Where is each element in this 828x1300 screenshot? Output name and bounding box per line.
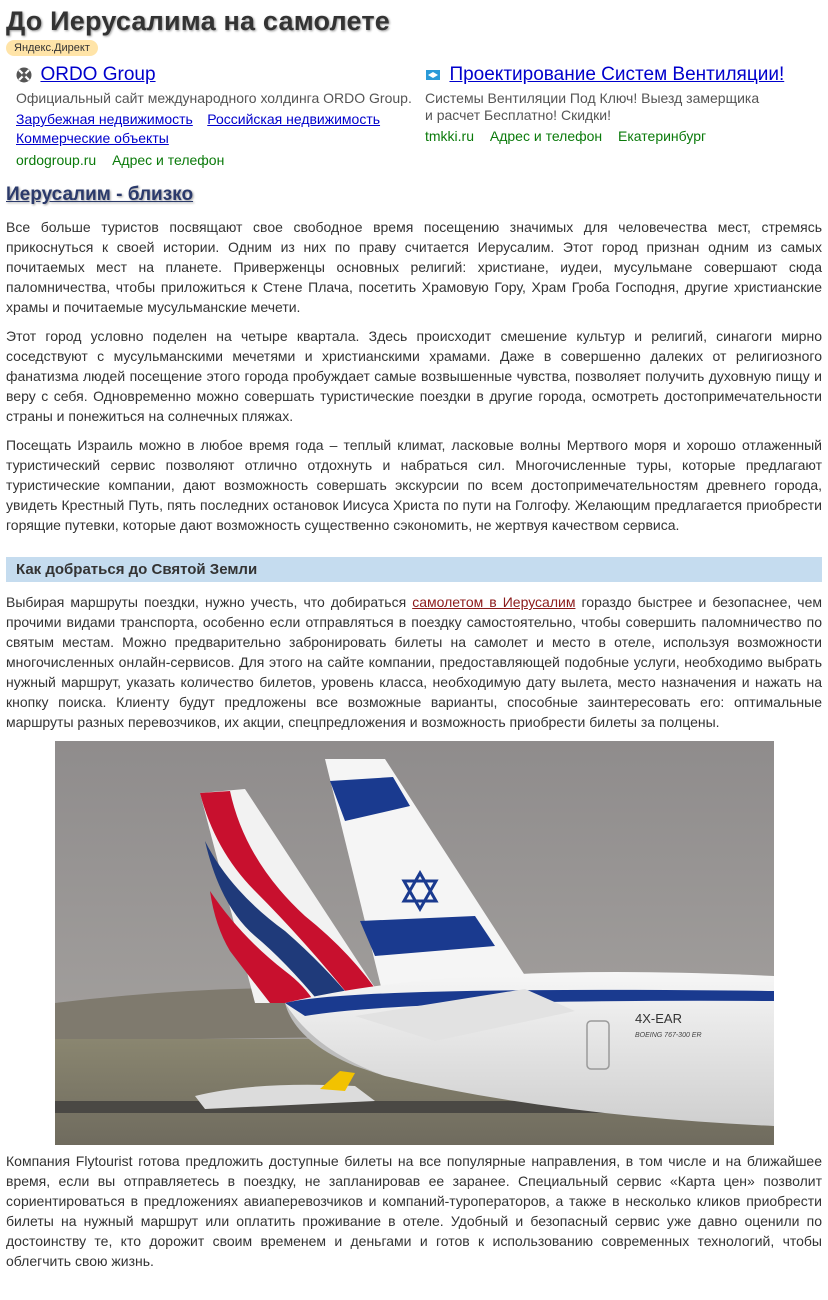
airplane-tails-photo — [55, 741, 774, 1145]
article-heading[interactable]: Иерусалим - близко — [6, 184, 194, 205]
section-paragraph — [6, 592, 822, 732]
final-paragraph: Компания Flytourist готова предложить доступные билеты на все популярные направления, в том числе и на ближайшее время, если вы отправляетесь в поездку, не запланировав ее заранее. Специальный сервис «Карта цен» позволит сориентироваться в предложениях авиаперевозчиков и компаний-туроператоров, а также в несколько кликов приобрести билеты на нужный маршрут или оплатить проживание в отеле. Удобный и безопасный сервис уже давно оценили по достоинству те, кто дорожит своим временем и деньгами и готов к использованию современных технологий, чтобы облегчить свою жизнь. — [6, 1153, 822, 1269]
ad-text-line1: Системы Вентиляции Под Ключ! Выезд замерщика — [425, 90, 760, 106]
ad-title-ordo[interactable]: ORDO Group — [40, 64, 156, 85]
ad-text-ordo: Официальный сайт международного холдинга ORDO Group. — [16, 90, 412, 106]
ad-title-ventilation[interactable]: Проектирование Систем Вентиляции! — [449, 64, 785, 85]
yandex-direct-label[interactable]: Яндекс.Директ — [6, 40, 98, 56]
page-title: До Иерусалима на самолете — [6, 6, 391, 36]
ad-text-line2: и расчет Бесплатно! Скидки! — [425, 107, 612, 123]
ad-contact-ordo[interactable]: Адрес и телефон — [112, 152, 225, 168]
ads-block — [6, 64, 822, 169]
article-paragraph-3: Посещать Израиль можно в любое время года – теплый климат, ласковые волны Мертвого моря и хорошо отлаженный туристический сервис позволяют отлично отдохнуть и набраться сил. Многочисленные туры, которые предлагают туристические компании, дают возможность совершать экскурсии по всем достопримечательностям древнего города, увидеть Крестный Путь, пять последних остановок Иисуса Христа по пути на Голгофу. Желающим предлагается приобрести горящие путевки, которые дают возможность существенно сэкономить, не жертвуя качеством сервиса. — [6, 437, 822, 533]
ad-domain-tmkki[interactable]: tmkki.ru — [425, 128, 474, 144]
ordo-logo-icon — [16, 67, 32, 83]
article-paragraph-2: Этот город условно поделен на четыре квартала. Здесь происходит смешение культур и религий, синагоги мирно соседствуют с мусульманскими мечетями и христианскими храмами. Даже в совершенно далеких от религиозного фанатизма людей посещение этого города пробуждает самые возвышенные чувства, позволяет получить духовную пищу и веру с себя. Одновременно можно совершать туристические поездки в другие города, осмотреть достопримечательности страны и понежиться на солнечных пляжах. — [6, 328, 822, 424]
ad-meta-ventilation — [425, 127, 822, 145]
ad-links-ordo — [16, 110, 413, 148]
tmkki-logo-icon — [425, 67, 441, 83]
section-title: Как добраться до Святой Земли — [6, 557, 822, 582]
ad-link-commercial[interactable]: Коммерческие объекты — [16, 130, 169, 146]
section-text-before: Выбирая маршруты поездки, нужно учесть, что добираться — [6, 594, 413, 610]
ad-ordo — [6, 64, 413, 169]
ad-meta-ordo — [16, 151, 413, 169]
ad-contact-tmkki[interactable]: Адрес и телефон — [489, 128, 603, 144]
ad-domain-ordo[interactable]: ordogroup.ru — [16, 152, 97, 168]
ad-ventilation — [413, 64, 822, 169]
plane-to-jerusalem-link[interactable]: самолетом в Иерусалим — [412, 594, 576, 610]
photo-model: BOEING 767-300 ER — [635, 1032, 702, 1039]
ad-text-ventilation — [425, 90, 822, 124]
section-text-after: гораздо быстрее и безопаснее, чем прочими видами транспорта, особенно если отправляться в поездку самостоятельно, чтобы совершить паломничество по святым местам. Можно предварительно забронировать билеты на самолет и место в отеле, используя возможности многочисленных онлайн-сервисов. Для этого на сайте компании, предоставляющей подобные услуги, необходимо выбрать нужный маршрут, указать количество билетов, уровень класса, необходимую дату вылета, место назначения и нажать на кнопку поиска. Клиенту будут предложены все возможные варианты, способные заинтересовать его: оптимальные маршруты разных перевозчиков, их акции, спецпредложения и возможность приобрести билеты за полцены. — [6, 594, 822, 730]
ad-link-russian-realty[interactable]: Российская недвижимость — [207, 111, 381, 127]
ad-city-tmkki[interactable]: Екатеринбург — [618, 128, 707, 144]
article-paragraph-1: Все больше туристов посвящают свое свободное время посещению значимых для человечества мест, стремясь прикоснуться к своей истории. Одним из них по праву считается Иерусалим. Этот город признан одним из самых почитаемых мест на планете. Приверженцы основных религий: христиане, иудеи, мусульмане совершают сюда паломничества, чтобы приложиться к Стене Плача, посетить Храмовую Гору, Храм Гроба Господня, другие христианские храмы и почитаемые мусульманские мечети. — [6, 219, 822, 315]
ad-link-foreign-realty[interactable]: Зарубежная недвижимость — [16, 111, 193, 127]
photo-registration: 4X-EAR — [635, 1011, 682, 1026]
